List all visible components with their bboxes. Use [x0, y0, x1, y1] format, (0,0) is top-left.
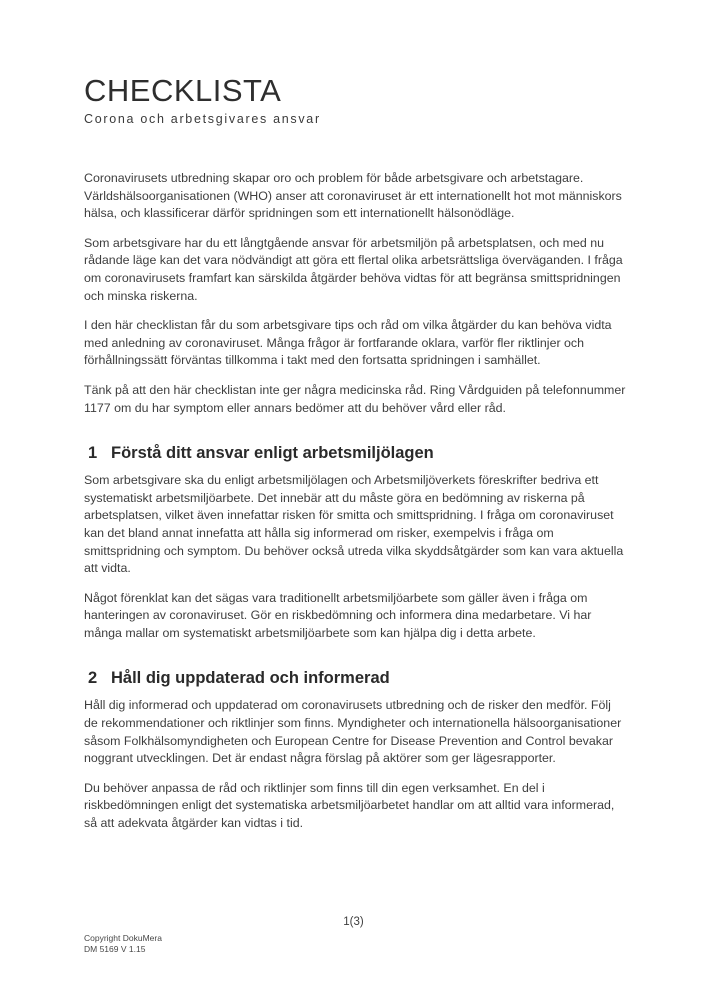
- intro-paragraph: Som arbetsgivare har du ett långtgående ansvar för arbetsmiljön på arbetsplatsen, och med nu rådande läge kan det vara nödvändigt att göra ett flertal olika arbetsrättsliga överväganden. I fråga om coronavirusets framfart kan särskilda åtgärder behöva vidtas för att begränsa smittspridningen och minska riskerna.: [84, 235, 623, 303]
- document-title: CHECKLISTA: [84, 73, 282, 108]
- footer-copyright: [84, 933, 162, 955]
- section-1-paragraph: Som arbetsgivare ska du enligt arbetsmiljölagen och Arbetsmiljöverkets föreskrifter bedriva ett systematiskt arbetsmiljöarbete. Det innebär att du måste göra en bedömning av riskerna på arbetsplatsen, vilket även innefattar risken för smitta och smittspridning. I fråga om coronaviruset kan det bland annat innefatta att hålla sig informerad om risker, exempelvis i fråga om smittspridning och symptom. Du behöver också utreda vilka skyddsåtgärder som kan vara aktuella att vidta.: [84, 473, 624, 576]
- section-2-paragraph: Håll dig informerad och uppdaterad om coronavirusets utbredning och de risker den medför. Följ de rekommendationer och riktlinjer som finns. Myndigheter och internationella hälsoorganisationer såsom Folkhälsomyndigheten och European Centre for Disease Prevention and Control bevakar noggrant utvecklingen. Det är endast några förslag på aktörer som ger lägesrapporter.: [84, 698, 622, 766]
- copyright-line: Copyright DokuMera: [84, 933, 162, 943]
- section-2-title: Håll dig uppdaterad och informerad: [111, 669, 390, 688]
- section-2: [84, 667, 627, 832]
- section-1-number: 1: [88, 444, 98, 463]
- document-content: [84, 74, 627, 845]
- intro-paragraph: I den här checklistan får du som arbetsgivare tips och råd om vilka åtgärder du kan behöva vidta med anledning av coronaviruset. Många frågor är fortfarande oklara, varför fler riktlinjer och förhållningssätt förväntas tillkomma i takt med den fortsatta spridningen i samhället.: [84, 318, 612, 368]
- section-1-title: Förstå ditt ansvar enligt arbetsmiljölagen: [111, 444, 434, 463]
- section-1-heading: [84, 442, 627, 464]
- document-id-version: DM 5169 V 1.15: [84, 944, 146, 954]
- intro-paragraph: Coronavirusets utbredning skapar oro och problem för både arbetsgivare och arbetstagare. Världshälsoorganisationen (WHO) anser att coronaviruset är ett internationellt hot mot människors hälsa, och klassificerar därför spridningen som ett internationellt hälsonödläge.: [84, 171, 622, 221]
- section-1-paragraph: Något förenklat kan det sägas vara traditionellt arbetsmiljöarbete som gäller även i fråga om hanteringen av coronaviruset. Gör en riskbedömning och informera dina medarbetare. Vi har många mallar om systematiskt arbetsmiljöarbete som kan hjälpa dig i detta arbete.: [84, 590, 592, 640]
- document-subtitle: Corona och arbetsgivares ansvar: [84, 112, 321, 126]
- intro-block: [84, 170, 627, 417]
- page-number: 1(3): [343, 916, 364, 928]
- section-2-heading: [84, 667, 627, 689]
- section-2-paragraph: Du behöver anpassa de råd och riktlinjer som finns till din egen verksamhet. En del i riskbedömningen enligt det systematiska arbetsmiljöarbetet handlar om att alltid vara informerad, så att adekvata åtgärder kan vidtas i tid.: [84, 780, 615, 831]
- section-1: [84, 442, 627, 642]
- intro-paragraph: Tänk på att den här checklistan inte ger några medicinska råd. Ring Vårdguiden på telefonnummer 1177 om du har symptom eller annars bedömer att du behöver vård eller råd.: [84, 382, 626, 415]
- section-2-number: 2: [88, 669, 98, 688]
